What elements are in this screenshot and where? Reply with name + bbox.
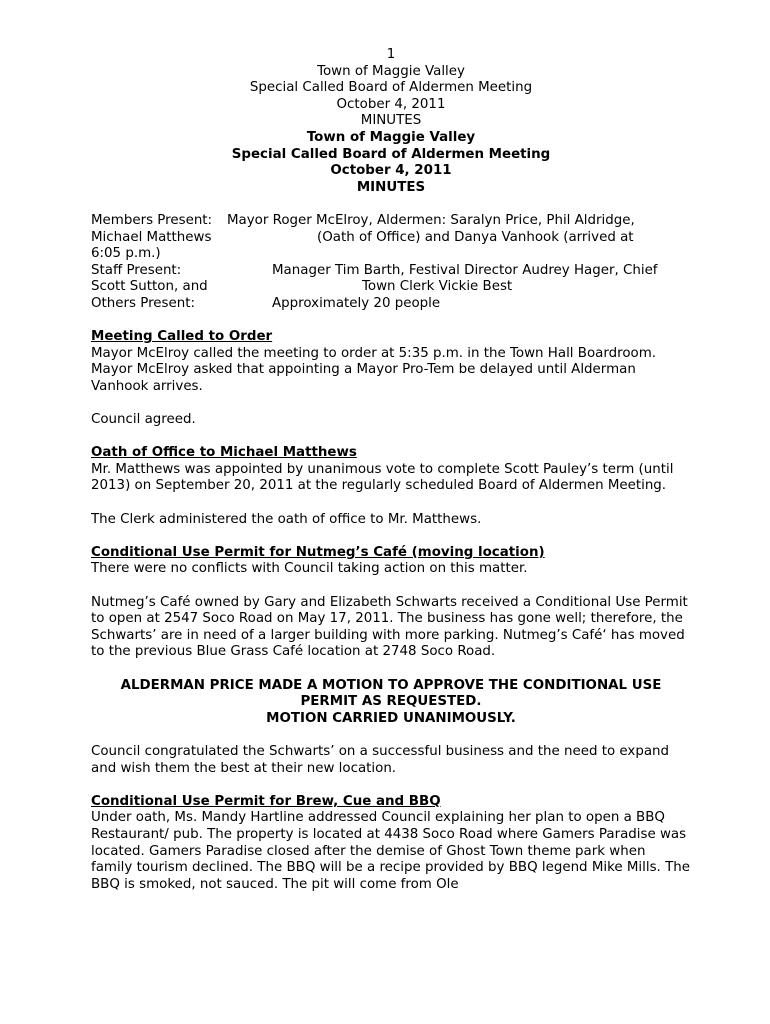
section-heading: Oath of Office to Michael Matthews [91, 445, 357, 461]
title-town: Town of Maggie Valley [306, 129, 476, 145]
staff-list: Manager Tim Barth, Festival Director Audrey Hager, Chief [272, 262, 658, 278]
title-meeting: Special Called Board of Aldermen Meeting [231, 146, 551, 162]
members-label: Members Present: [91, 212, 213, 228]
title-date: October 4, 2011 [330, 163, 452, 179]
title-minutes: MINUTES [356, 179, 426, 195]
staff-label: Staff Present: [91, 262, 182, 278]
section-called-to-order [91, 329, 691, 429]
paragraph: Under oath, Ms. Mandy Hartline addressed Council explaining her plan to open a BBQ Restaurant/ pub. The property is located at 4438 Soco Road where Gamers Paradise was located. Gamers Paradise closed after the demise of Ghost Town theme park when family tourism declined. The BBQ will be a recipe provided by BBQ legend Mike Mills. The BBQ is smoked, not sauced. The pit will come from Ole [91, 810, 690, 892]
header-meeting: Special Called Board of Aldermen Meeting [249, 80, 533, 96]
section-heading: Conditional Use Permit for Nutmeg’s Café (moving location) [91, 544, 545, 560]
motion-text: ALDERMAN PRICE MADE A MOTION TO APPROVE THE CONDITIONAL USE PERMIT AS REQUESTED. [120, 677, 662, 710]
members-note: (Oath of Office) and Danya Vanhook (arrived at [317, 229, 634, 245]
paragraph: Nutmeg’s Café owned by Gary and Elizabeth Schwarts received a Conditional Use Permit to open at 2547 Soco Road on May 17, 2011. The business has gone well; therefore, the Schwarts’ are in need of a larger building with more parking. Nutmeg’s Café‘ has moved to the previous Blue Grass Café location at 2748 Soco Road. [91, 594, 688, 660]
paragraph: Mayor McElroy called the meeting to order at 5:35 p.m. in the Town Hall Boardroom. Mayor McElroy asked that appointing a Mayor Pro-Tem be delayed until Alderman Vanhook arrives. [91, 345, 657, 394]
paragraph: The Clerk administered the oath of office to Mr. Matthews. [91, 511, 482, 527]
members-arrival: 6:05 p.m.) [91, 246, 161, 262]
section-heading: Conditional Use Permit for Brew, Cue and BBQ [91, 793, 441, 809]
paragraph: There were no conflicts with Council taking action on this matter. [91, 561, 528, 577]
header-plain [91, 64, 691, 130]
paragraph: Mr. Matthews was appointed by unanimous vote to complete Scott Pauley’s term (until 2013) on September 20, 2011 at the regularly scheduled Board of Aldermen Meeting. [91, 461, 674, 494]
paragraph: Council agreed. [91, 412, 196, 428]
section-oath [91, 445, 691, 528]
others-value: Approximately 20 people [272, 295, 441, 311]
staff-name: Scott Sutton, and [91, 279, 208, 295]
others-label: Others Present: [91, 295, 196, 311]
attendance-block [91, 213, 691, 313]
members-name: Michael Matthews [91, 229, 212, 245]
section-heading: Meeting Called to Order [91, 329, 273, 345]
staff-clerk: Town Clerk Vickie Best [362, 279, 513, 295]
header-town: Town of Maggie Valley [317, 63, 465, 79]
header-minutes: MINUTES [360, 113, 422, 129]
document-page [91, 47, 691, 893]
page-number: 1 [386, 47, 396, 62]
header-date: October 4, 2011 [336, 96, 446, 112]
section-nutmeg [91, 545, 691, 777]
section-brew-cue-bbq [91, 794, 691, 894]
motion-result: MOTION CARRIED UNANIMOUSLY. [266, 710, 516, 726]
members-list: Mayor Roger McElroy, Aldermen: Saralyn Price, Phil Aldridge, [227, 212, 635, 228]
paragraph: Council congratulated the Schwarts’ on a successful business and the need to expand and wish them the best at their new location. [91, 743, 670, 776]
header-bold [91, 130, 691, 196]
